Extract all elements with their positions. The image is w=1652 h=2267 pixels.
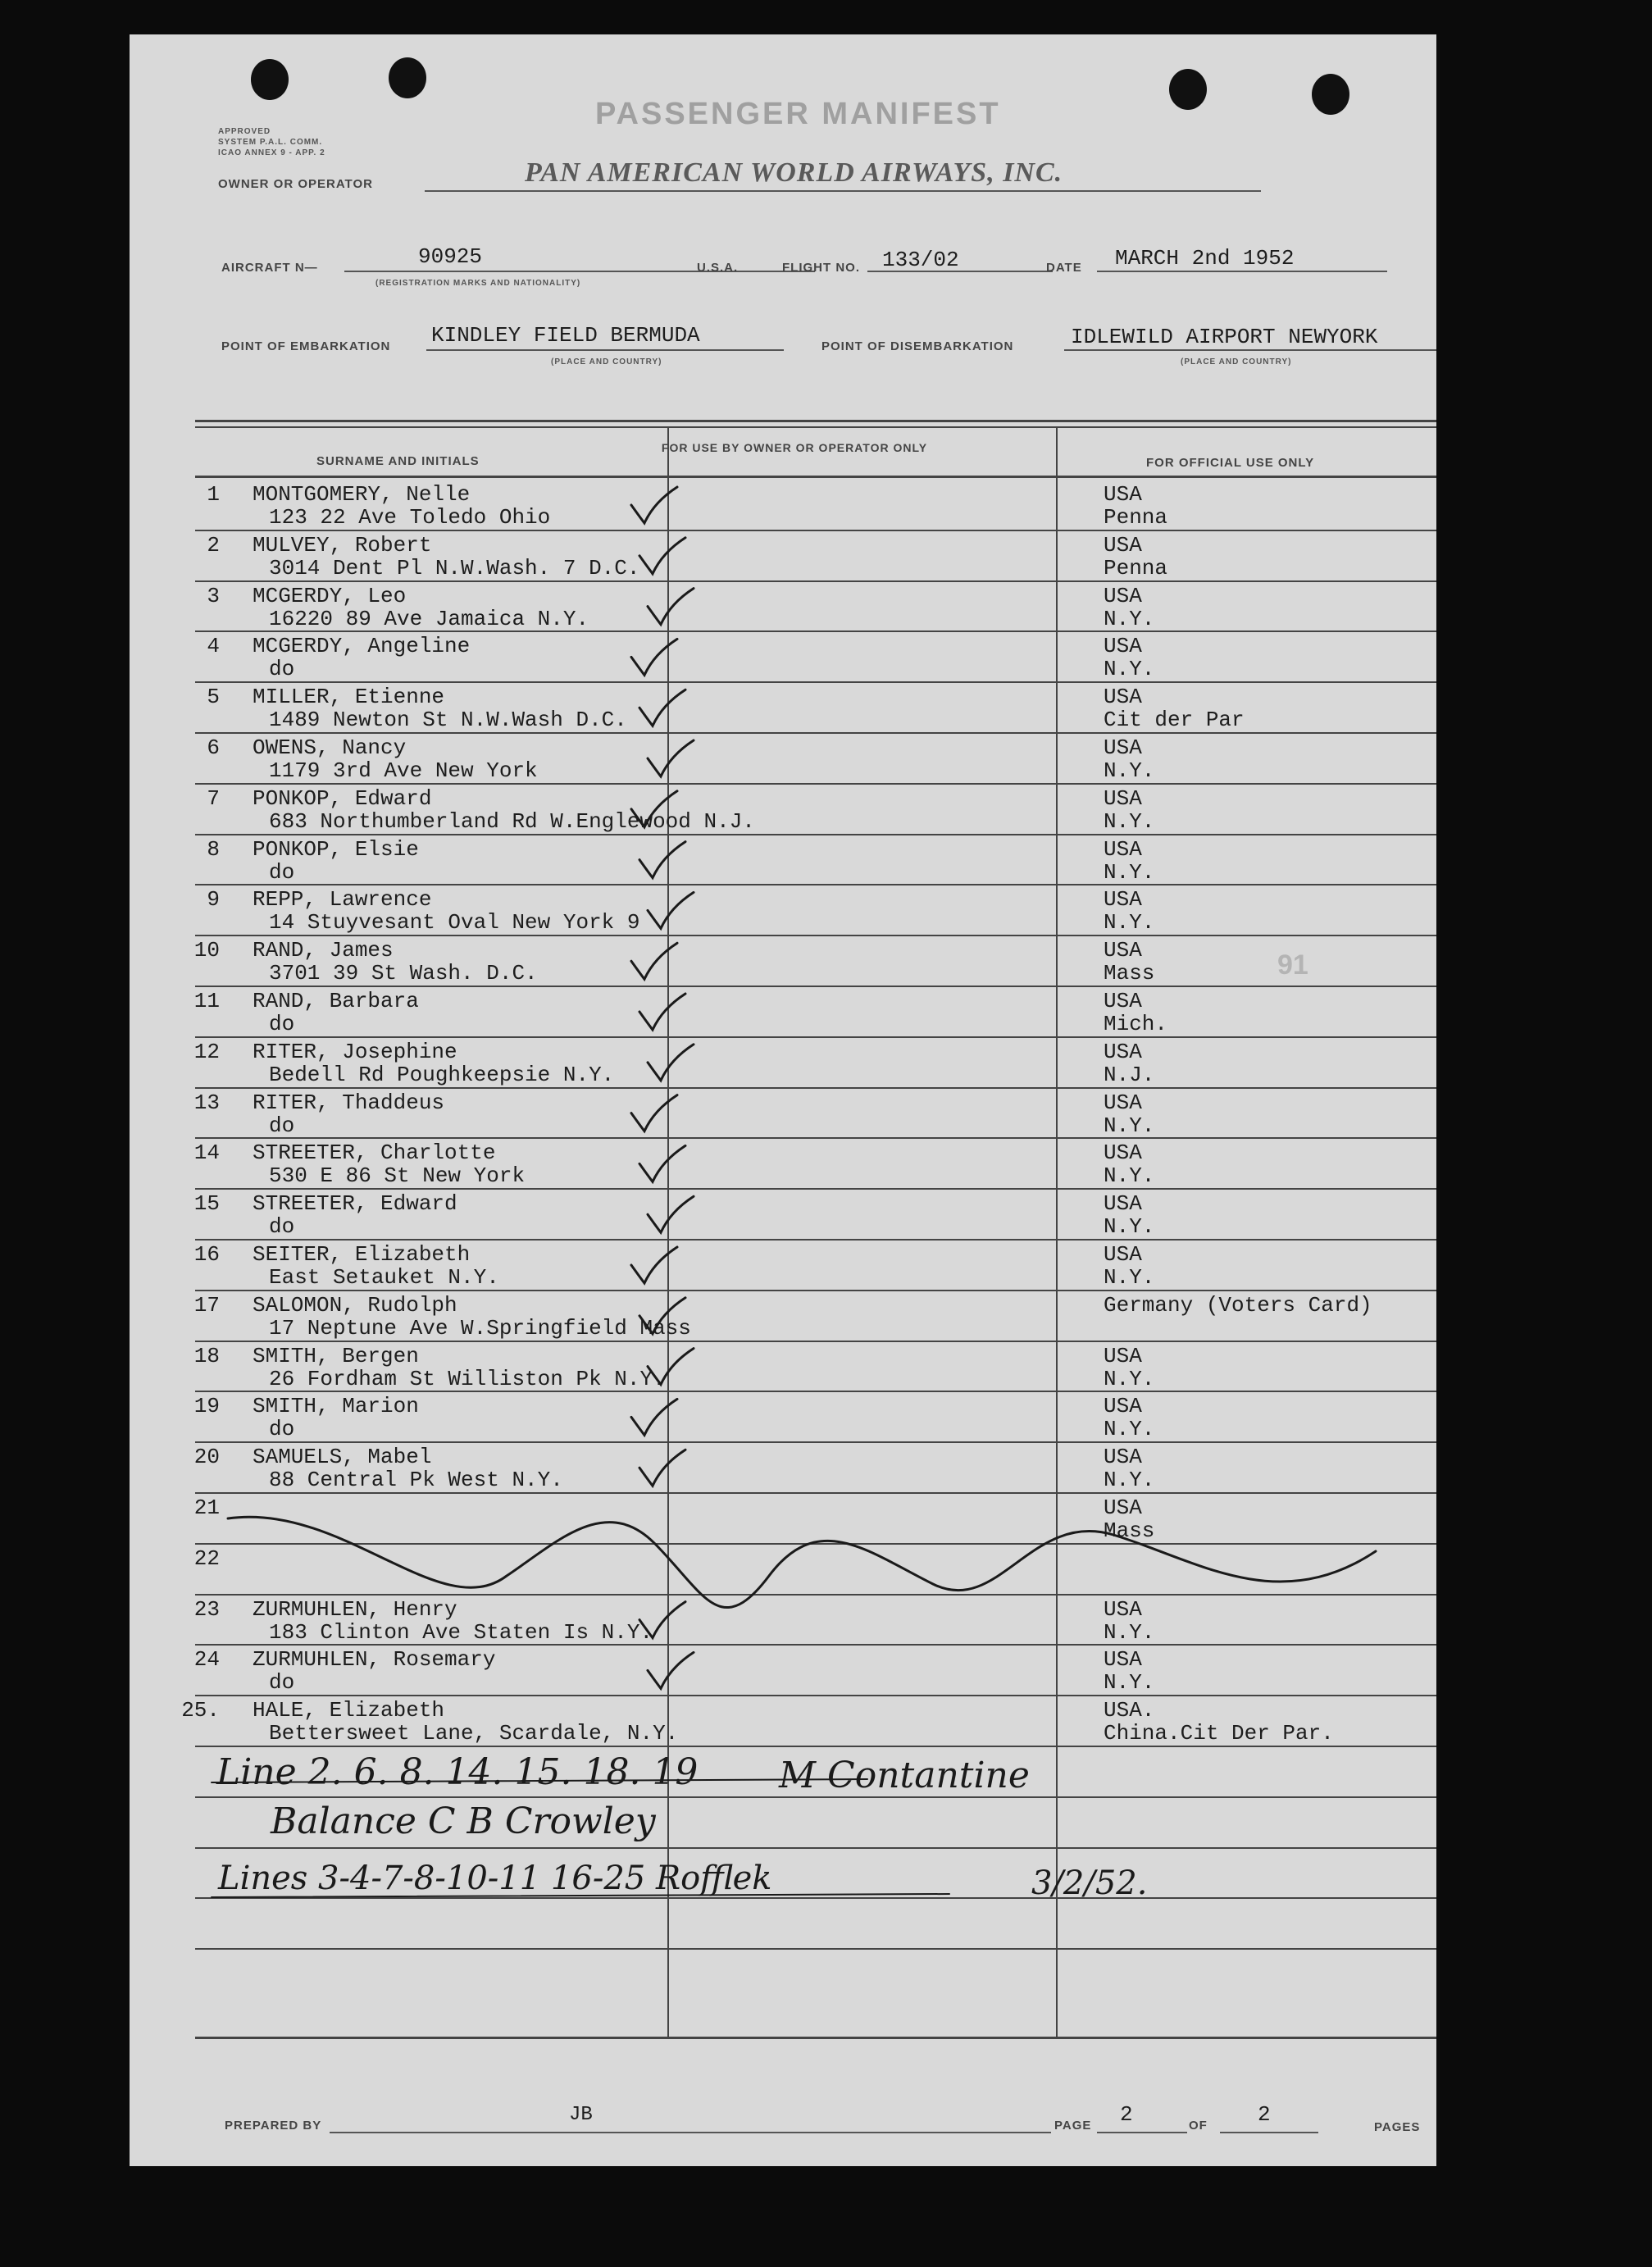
official-nationality: USA: [1104, 1039, 1142, 1064]
check-mark: [639, 1450, 685, 1486]
row-number: 25.: [181, 1698, 220, 1723]
passenger-name: SMITH, Bergen: [253, 1343, 419, 1368]
passenger-name: MULVEY, Robert: [253, 532, 432, 558]
row-number: 14: [193, 1140, 220, 1166]
passenger-name: ZURMUHLEN, Henry: [253, 1596, 457, 1622]
handwriting-underline: [212, 1894, 949, 1897]
official-residence: N.Y.: [1104, 1214, 1155, 1240]
check-mark: [639, 690, 685, 726]
handwritten-date: 3/2/52.: [1031, 1864, 1148, 1902]
embark-sublabel: (PLACE AND COUNTRY): [551, 357, 662, 366]
row-number: 20: [193, 1445, 220, 1470]
official-residence: N.Y.: [1104, 859, 1155, 885]
passenger-address: do: [269, 1012, 295, 1036]
passenger-address: 88 Central Pk West N.Y.: [269, 1468, 563, 1493]
check-mark: [639, 1145, 685, 1181]
passenger-name: SALOMON, Rudolph: [253, 1292, 457, 1318]
passenger-name: SMITH, Marion: [253, 1394, 419, 1419]
official-residence: N.Y.: [1104, 606, 1155, 631]
check-mark: [648, 1196, 694, 1232]
row-number: 8: [207, 836, 220, 862]
official-nationality: USA: [1104, 482, 1142, 507]
check-mark: [631, 487, 677, 523]
row-number: 24: [193, 1647, 220, 1673]
official-nationality: USA: [1104, 1596, 1142, 1622]
row-number: 2: [207, 532, 220, 558]
passenger-name: SEITER, Elizabeth: [253, 1242, 471, 1267]
passenger-address: 1489 Newton St N.W.Wash D.C.: [269, 708, 627, 733]
official-residence: N.Y.: [1104, 1619, 1155, 1645]
row-number: 22: [193, 1545, 220, 1571]
row-number: 17: [193, 1292, 220, 1318]
passenger-address: Bedell Rd Poughkeepsie N.Y.: [269, 1062, 615, 1087]
stamp-number: 91: [1277, 949, 1308, 981]
passenger-name: MCGERDY, Angeline: [253, 634, 471, 659]
official-nationality: USA: [1104, 1445, 1142, 1470]
official-residence: N.Y.: [1104, 1417, 1155, 1442]
official-residence: N.Y.: [1104, 1265, 1155, 1290]
handwritten-ink-marks: [130, 34, 1436, 2166]
row-number: 18: [193, 1343, 220, 1368]
passenger-address: 123 22 Ave Toledo Ohio: [269, 505, 551, 530]
owner-name: PAN AMERICAN WORLD AIRWAYS, INC.: [525, 157, 1063, 188]
passenger-address: 17 Neptune Ave W.Springfield Mass: [269, 1315, 691, 1341]
row-number: 21: [193, 1495, 220, 1520]
manifest-sheet: [130, 34, 1436, 2166]
passenger-address: do: [269, 859, 295, 885]
official-nationality: USA: [1104, 735, 1142, 760]
passenger-name: SAMUELS, Mabel: [253, 1445, 432, 1470]
manifest-title: PASSENGER MANIFEST: [595, 97, 1001, 131]
official-nationality: USA: [1104, 1394, 1142, 1419]
official-nationality: USA: [1104, 583, 1142, 608]
passenger-name: MILLER, Etienne: [253, 685, 445, 710]
passenger-name: ZURMUHLEN, Rosemary: [253, 1647, 496, 1673]
page-number: 2: [1120, 2102, 1133, 2127]
owner-label: OWNER OR OPERATOR: [218, 177, 373, 191]
check-mark: [631, 791, 677, 827]
col-header-official: FOR OFFICIAL USE ONLY: [1146, 456, 1315, 470]
official-nationality: USA: [1104, 1495, 1142, 1520]
official-nationality: USA: [1104, 685, 1142, 710]
aircraft-sublabel: (REGISTRATION MARKS AND NATIONALITY): [375, 279, 581, 288]
check-mark: [639, 1298, 685, 1334]
official-residence: N.Y.: [1104, 1366, 1155, 1391]
official-residence: N.Y.: [1104, 657, 1155, 682]
official-residence: Mich.: [1104, 1012, 1168, 1036]
passenger-address: 16220 89 Ave Jamaica N.Y.: [269, 606, 589, 631]
aircraft-number: 90925: [418, 244, 483, 269]
passenger-name: RAND, James: [253, 938, 394, 963]
passenger-address: 26 Fordham St Williston Pk N.Y.: [269, 1366, 666, 1391]
passenger-name: RAND, Barbara: [253, 989, 419, 1013]
row-number: 10: [193, 938, 220, 963]
row-number: 4: [207, 634, 220, 659]
passenger-address: do: [269, 1214, 295, 1240]
passenger-name: PONKOP, Edward: [253, 785, 432, 811]
passenger-address: 683 Northumberland Rd W.Englewood N.J.: [269, 808, 755, 834]
of-label: OF: [1189, 2119, 1208, 2133]
official-nationality: USA: [1104, 634, 1142, 659]
official-nationality: USA: [1104, 1191, 1142, 1217]
passenger-name: PONKOP, Elsie: [253, 836, 419, 862]
row-number: 19: [193, 1394, 220, 1419]
page-total: 2: [1258, 2102, 1271, 2127]
check-mark: [648, 589, 694, 625]
row-number: 1: [207, 482, 220, 507]
passenger-address: do: [269, 1113, 295, 1138]
check-mark: [639, 994, 685, 1030]
passenger-address: do: [269, 1417, 295, 1442]
official-residence: Penna: [1104, 555, 1168, 580]
official-nationality: USA: [1104, 1647, 1142, 1673]
page-label: PAGE: [1054, 2119, 1092, 2133]
disembark-label: POINT OF DISEMBARKATION: [821, 339, 1014, 353]
flight-date: MARCH 2nd 1952: [1115, 246, 1295, 271]
row-number: 3: [207, 583, 220, 608]
official-nationality: USA: [1104, 1343, 1142, 1368]
passenger-name: HALE, Elizabeth: [253, 1698, 445, 1723]
passenger-name: MONTGOMERY, Nelle: [253, 482, 471, 507]
aircraft-label: AIRCRAFT N—: [221, 261, 318, 275]
strike-wave: [228, 1517, 1376, 1607]
disembark-sublabel: (PLACE AND COUNTRY): [1181, 357, 1292, 366]
check-mark: [631, 1247, 677, 1283]
pages-label: PAGES: [1374, 2120, 1421, 2134]
official-residence: N.Y.: [1104, 1670, 1155, 1696]
passenger-name: MCGERDY, Leo: [253, 583, 407, 608]
passenger-name: OWENS, Nancy: [253, 735, 407, 760]
passenger-name: RITER, Thaddeus: [253, 1090, 445, 1115]
official-residence: Penna: [1104, 505, 1168, 530]
handwritten-line2: Balance C B Crowley: [271, 1800, 656, 1842]
official-residence: N.Y.: [1104, 1113, 1155, 1138]
official-nationality: USA: [1104, 1090, 1142, 1115]
passenger-name: REPP, Lawrence: [253, 887, 432, 913]
passenger-name: STREETER, Edward: [253, 1191, 457, 1217]
official-nationality: USA: [1104, 1242, 1142, 1267]
check-mark: [648, 1349, 694, 1385]
passenger-address: do: [269, 1670, 295, 1696]
prepared-label: PREPARED BY: [225, 2119, 322, 2133]
row-number: 16: [193, 1242, 220, 1267]
handwritten-signature: M Contantine: [779, 1755, 1030, 1796]
row-number: 11: [193, 989, 220, 1013]
row-number: 13: [193, 1090, 220, 1115]
official-nationality: USA: [1104, 532, 1142, 558]
nationality: U.S.A.: [697, 261, 739, 275]
official-nationality: USA: [1104, 887, 1142, 913]
official-residence: N.Y.: [1104, 1163, 1155, 1189]
official-residence: China.Cit Der Par.: [1104, 1721, 1334, 1746]
passenger-address: 530 E 86 St New York: [269, 1163, 526, 1189]
check-mark: [639, 842, 685, 878]
row-number: 9: [207, 887, 220, 913]
official-residence: Mass: [1104, 961, 1155, 986]
official-residence: N.Y.: [1104, 758, 1155, 783]
flight-label: FLIGHT NO.: [782, 261, 860, 275]
official-nationality: USA: [1104, 1140, 1142, 1166]
check-mark: [639, 1602, 685, 1638]
official-residence: Mass: [1104, 1518, 1155, 1543]
disembark-place: IDLEWILD AIRPORT NEWYORK: [1071, 325, 1378, 349]
official-residence: N.Y.: [1104, 808, 1155, 834]
handwritten-line3: Lines 3-4-7-8-10-11 16-25 Rofflek: [218, 1860, 772, 1897]
official-nationality: USA: [1104, 785, 1142, 811]
passenger-address: 14 Stuyvesant Oval New York 9: [269, 910, 640, 935]
row-number: 15: [193, 1191, 220, 1217]
passenger-address: 1179 3rd Ave New York: [269, 758, 538, 783]
approval-stamp: APPROVED SYSTEM P.A.L. COMM. ICAO ANNEX 9 - APP. 2: [218, 127, 325, 157]
official-residence: N.J.: [1104, 1062, 1155, 1087]
col-header-owner: FOR USE BY OWNER OR OPERATOR ONLY: [661, 441, 928, 454]
official-nationality: USA: [1104, 836, 1142, 862]
passenger-address: 3701 39 St Wash. D.C.: [269, 961, 538, 986]
check-mark: [648, 1652, 694, 1688]
prepared-by: JB: [569, 2104, 593, 2126]
official-residence: Cit der Par: [1104, 708, 1245, 733]
passenger-name: STREETER, Charlotte: [253, 1140, 496, 1166]
check-mark: [639, 538, 685, 574]
handwritten-line1: Line 2. 6. 8. 14. 15. 18. 19: [216, 1751, 699, 1793]
official-residence: N.Y.: [1104, 910, 1155, 935]
check-mark: [648, 740, 694, 776]
row-number: 5: [207, 685, 220, 710]
embark-place: KINDLEY FIELD BERMUDA: [431, 323, 700, 348]
row-number: 6: [207, 735, 220, 760]
passenger-address: do: [269, 657, 295, 682]
check-mark: [648, 1045, 694, 1081]
passenger-address: East Setauket N.Y.: [269, 1265, 499, 1290]
official-residence: N.Y.: [1104, 1468, 1155, 1493]
col-header-name: SURNAME AND INITIALS: [316, 454, 480, 468]
row-number: 12: [193, 1039, 220, 1064]
official-nationality: USA.: [1104, 1698, 1155, 1723]
official-nationality: USA: [1104, 938, 1142, 963]
flight-number: 133/02: [882, 248, 959, 272]
passenger-address: 3014 Dent Pl N.W.Wash. 7 D.C.: [269, 555, 640, 580]
row-number: 23: [193, 1596, 220, 1622]
check-mark: [631, 1095, 677, 1131]
check-mark: [648, 892, 694, 928]
official-nationality: Germany (Voters Card): [1104, 1292, 1372, 1318]
check-mark: [631, 1399, 677, 1435]
row-number: 7: [207, 785, 220, 811]
check-mark: [631, 943, 677, 979]
embark-label: POINT OF EMBARKATION: [221, 339, 391, 353]
date-label: DATE: [1046, 261, 1082, 275]
check-mark: [631, 639, 677, 675]
handwriting-underline: [212, 1779, 867, 1782]
official-nationality: USA: [1104, 989, 1142, 1013]
passenger-address: Bettersweet Lane, Scardale, N.Y.: [269, 1721, 679, 1746]
passenger-address: 183 Clinton Ave Staten Is N.Y.: [269, 1619, 653, 1645]
passenger-name: RITER, Josephine: [253, 1039, 457, 1064]
